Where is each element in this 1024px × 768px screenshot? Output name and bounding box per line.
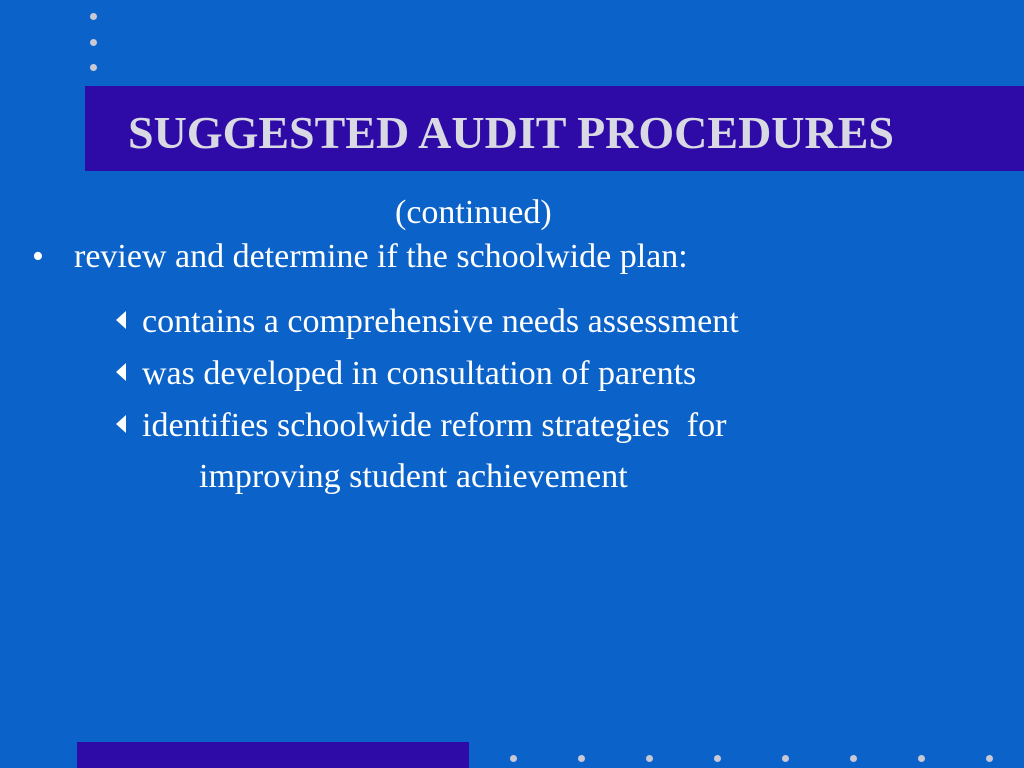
list-item-text: was developed in consultation of parents	[142, 355, 697, 392]
main-bullet	[32, 236, 688, 278]
list-item-text: identifies schoolwide reform strategies for	[142, 407, 727, 444]
arrow-left-icon	[116, 311, 126, 329]
decorative-dot	[90, 13, 97, 20]
slide-title: SUGGESTED AUDIT PROCEDURES	[128, 107, 895, 158]
arrow-left-icon	[116, 415, 126, 433]
decorative-dot	[510, 755, 517, 762]
decorative-dot	[714, 755, 721, 762]
bullet-dot-icon: •	[32, 238, 44, 275]
decorative-dot	[986, 755, 993, 762]
decorative-dot	[782, 755, 789, 762]
slide-subtitle: (continued)	[395, 194, 552, 231]
decorative-dot	[918, 755, 925, 762]
list-item	[112, 400, 739, 502]
sub-bullet-list	[112, 296, 739, 502]
decorative-dot	[646, 755, 653, 762]
decorative-dot	[90, 39, 97, 46]
decorative-dot	[850, 755, 857, 762]
decorative-dot	[578, 755, 585, 762]
list-item-continuation: improving student achievement	[199, 458, 628, 495]
main-bullet-text: review and determine if the schoolwide plan:	[74, 238, 688, 275]
list-item	[112, 348, 739, 400]
list-item	[112, 296, 739, 348]
decorative-dot	[90, 64, 97, 71]
arrow-left-icon	[116, 363, 126, 381]
list-item-text: contains a comprehensive needs assessment	[142, 303, 739, 340]
bottom-band	[77, 742, 469, 768]
